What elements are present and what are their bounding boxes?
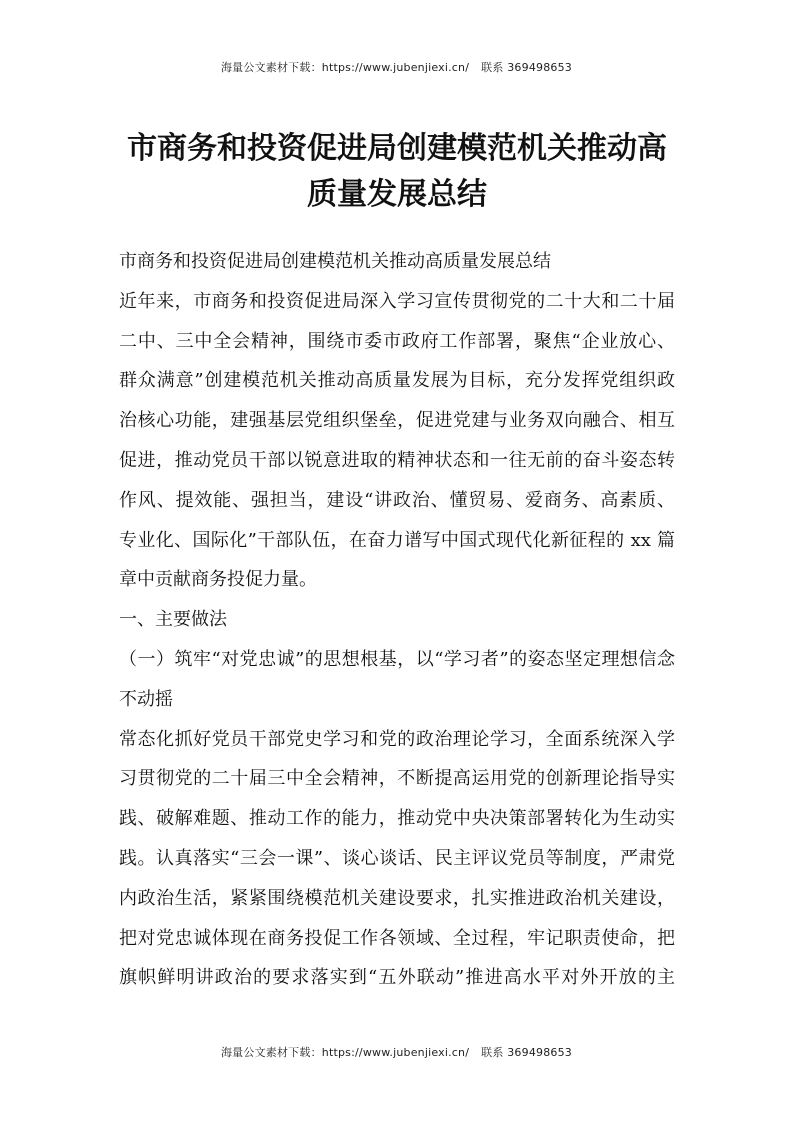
body-line: 二中、三中全会精神，围绕市委市政府工作部署，聚焦“企业放心、 (119, 331, 675, 352)
body-line: 群众满意”创建模范机关推动高质量发展为目标，充分发挥党组织政 (119, 370, 675, 391)
page-header (0, 59, 793, 75)
body-line: 把对党忠诚体现在商务投促工作各领域、全过程，牢记职责使命，把 (119, 928, 675, 949)
subsection-heading-line: （一）筑牢“对党忠诚”的思想根基，以“学习者”的姿态坚定理想信念 (119, 649, 675, 670)
body-line: 促进，推动党员干部以锐意进取的精神状态和一往无前的奋斗姿态转 (119, 450, 675, 471)
body-line: 治核心功能，建强基层党组织堡垒，促进党建与业务双向融合、相互 (119, 410, 675, 431)
body-line: 章中贡献商务投促力量。 (119, 569, 317, 590)
document-title-line-2: 质量发展总结 (307, 177, 487, 212)
body-line: 专业化、国际化”干部队伍，在奋力谱写中国式现代化新征程的 xx 篇 (119, 530, 675, 551)
section-heading: 一、主要做法 (119, 609, 227, 630)
body-line: 内政治生活，紧紧围绕模范机关建设要求，扎实推进政治机关建设， (119, 888, 675, 909)
body-line: 旗帜鲜明讲政治的要求落实到“五外联动”推进高水平对外开放的主 (119, 967, 675, 988)
subtitle-line: 市商务和投资促进局创建模范机关推动高质量发展总结 (119, 251, 551, 272)
subsection-heading-line: 不动摇 (119, 689, 173, 710)
header-download-text: 海量公文素材下载：https://www.jubenjiexi.cn/ (220, 61, 470, 74)
body-line: 作风、提效能、强担当，建设“讲政治、懂贸易、爱商务、高素质、 (119, 490, 675, 511)
body-line: 习贯彻党的二十届三中全会精神，不断提高运用党的创新理论指导实 (119, 768, 675, 789)
footer-contact-text: 联系 369498653 (481, 1046, 573, 1059)
header-contact-text: 联系 369498653 (481, 61, 573, 74)
page-footer (0, 1044, 793, 1060)
body-line: 近年来，市商务和投资促进局深入学习宣传贯彻党的二十大和二十届 (119, 291, 675, 312)
footer-download-text: 海量公文素材下载：https://www.jubenjiexi.cn/ (220, 1046, 470, 1059)
body-line: 践、破解难题、推动工作的能力，推动党中央决策部署转化为生动实 (119, 808, 675, 829)
body-line: 践。认真落实“三会一课”、谈心谈话、民主评议党员等制度，严肃党 (119, 848, 675, 869)
body-line: 常态化抓好党员干部党史学习和党的政治理论学习，全面系统深入学 (119, 729, 675, 750)
document-title-line-1: 市商务和投资促进局创建模范机关推动高 (127, 131, 667, 166)
